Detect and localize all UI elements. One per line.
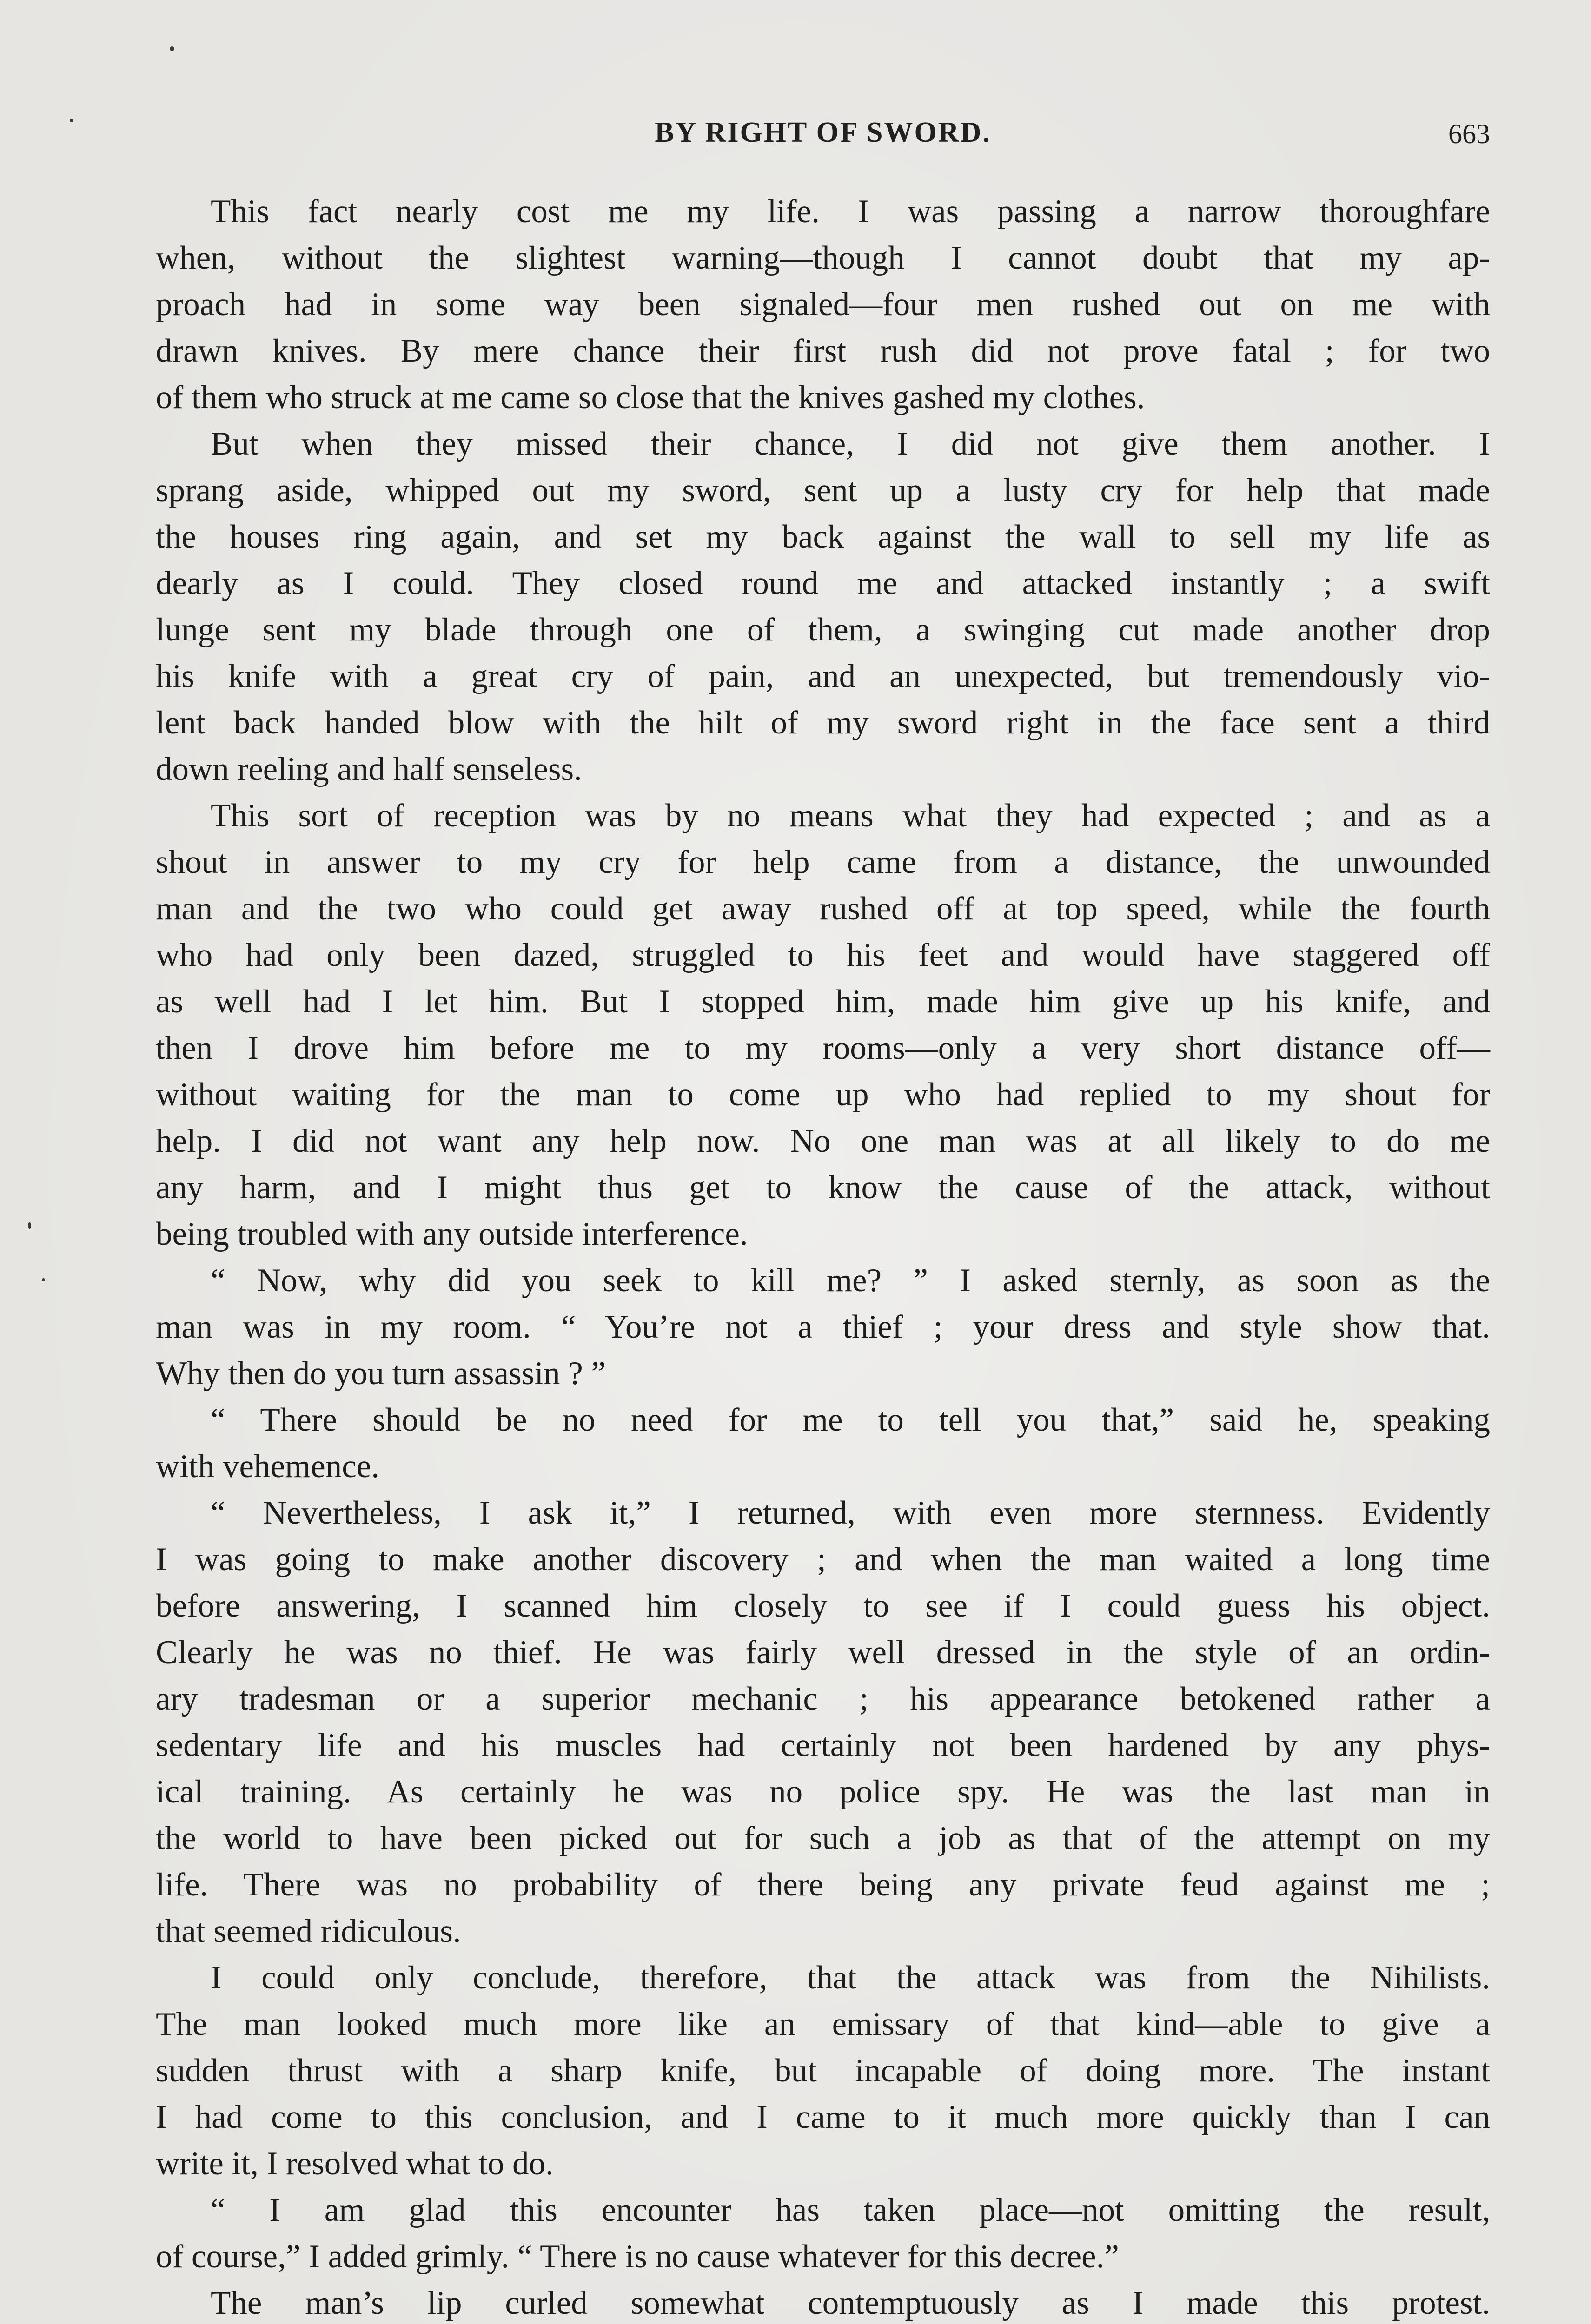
text-line: The man’s lip curled somewhat contemptuously as I made this protest.	[211, 2285, 1490, 2321]
text-line: lent back handed blow with the hilt of my sword right in the face sent a third	[156, 705, 1490, 741]
text-line: life. There was no probability of there being any private feud against me ;	[156, 1867, 1490, 1903]
text-line: the houses ring again, and set my back against the wall to sell my life as	[156, 519, 1490, 555]
text-line: “ I am glad this encounter has taken place—not omitting the result,	[211, 2192, 1490, 2228]
page-header	[156, 116, 1490, 158]
text-line: as well had I let him. But I stopped him, made him give up his knife, and	[156, 984, 1490, 1020]
text-line: This fact nearly cost me my life. I was passing a narrow thoroughfare	[211, 193, 1490, 230]
text-line: “ There should be no need for me to tell you that,” said he, speaking	[211, 1402, 1490, 1438]
text-line: any harm, and I might thus get to know the cause of the attack, without	[156, 1169, 1490, 1206]
text-line: when, without the slightest warning—though I cannot doubt that my ap-	[156, 240, 1490, 276]
text-line: “ Nevertheless, I ask it,” I returned, with even more sternness. Evidently	[211, 1495, 1490, 1531]
text-line: ical training. As certainly he was no police spy. He was the last man in	[156, 1774, 1490, 1810]
text-line: of them who struck at me came so close that the knives gashed my clothes.	[156, 379, 1145, 416]
text-line: Clearly he was no thief. He was fairly well dressed in the style of an ordin-	[156, 1634, 1490, 1670]
text-line: being troubled with any outside interference.	[156, 1216, 748, 1252]
print-speck	[70, 119, 73, 122]
text-line: I could only conclude, therefore, that the attack was from the Nihilists.	[211, 1960, 1490, 1996]
running-title: BY RIGHT OF SWORD.	[655, 117, 991, 148]
text-line: with vehemence.	[156, 1448, 380, 1485]
text-line: man was in my room. “ You’re not a thief ; your dress and style show that.	[156, 1309, 1490, 1345]
text-line: This sort of reception was by no means what they had expected ; and as a	[211, 798, 1490, 834]
text-line: his knife with a great cry of pain, and an unexpected, but tremendously vio-	[156, 658, 1490, 694]
text-line: down reeling and half senseless.	[156, 751, 582, 787]
text-line: I was going to make another discovery ; and when the man waited a long time	[156, 1541, 1490, 1578]
text-line: But when they missed their chance, I did not give them another. I	[211, 426, 1490, 462]
text-line: “ Now, why did you seek to kill me? ” I asked sternly, as soon as the	[211, 1262, 1490, 1299]
text-line: The man looked much more like an emissary of that kind—able to give a	[156, 2006, 1490, 2042]
text-line: then I drove him before me to my rooms—only a very short distance off—	[156, 1030, 1490, 1066]
text-line: of course,” I added grimly. “ There is no cause whatever for this decree.”	[156, 2238, 1119, 2275]
text-line: drawn knives. By mere chance their first rush did not prove fatal ; for two	[156, 333, 1490, 369]
text-line: sudden thrust with a sharp knife, but incapable of doing more. The instant	[156, 2053, 1490, 2089]
print-speck	[170, 46, 174, 51]
page-number: 663	[1448, 119, 1490, 149]
text-line: write it, I resolved what to do.	[156, 2146, 554, 2182]
text-line: proach had in some way been signaled—four men rushed out on me with	[156, 286, 1490, 323]
text-line: I had come to this conclusion, and I came to it much more quickly than I can	[156, 2099, 1490, 2135]
text-line: help. I did not want any help now. No one man was at all likely to do me	[156, 1123, 1490, 1159]
print-speck	[28, 1222, 31, 1229]
text-line: Why then do you turn assassin ? ”	[156, 1355, 606, 1392]
text-line: man and the two who could get away rushed off at top speed, while the fourth	[156, 891, 1490, 927]
text-line: sedentary life and his muscles had certainly not been hardened by any phys-	[156, 1727, 1490, 1763]
text-line: ary tradesman or a superior mechanic ; his appearance betokened rather a	[156, 1681, 1490, 1717]
text-line: dearly as I could. They closed round me and attacked instantly ; a swift	[156, 565, 1490, 601]
text-line: without waiting for the man to come up who had replied to my shout for	[156, 1076, 1490, 1113]
text-line: that seemed ridiculous.	[156, 1913, 461, 1949]
text-line: the world to have been picked out for such a job as that of the attempt on my	[156, 1820, 1490, 1856]
print-speck	[42, 1278, 45, 1281]
text-line: shout in answer to my cry for help came from a distance, the unwounded	[156, 844, 1490, 880]
text-line: sprang aside, whipped out my sword, sent up a lusty cry for help that made	[156, 472, 1490, 508]
text-line: lunge sent my blade through one of them, a swinging cut made another drop	[156, 612, 1490, 648]
body-text	[156, 188, 1490, 2324]
text-line: who had only been dazed, struggled to his feet and would have staggered off	[156, 937, 1490, 973]
text-line: before answering, I scanned him closely to see if I could guess his object.	[156, 1588, 1490, 1624]
